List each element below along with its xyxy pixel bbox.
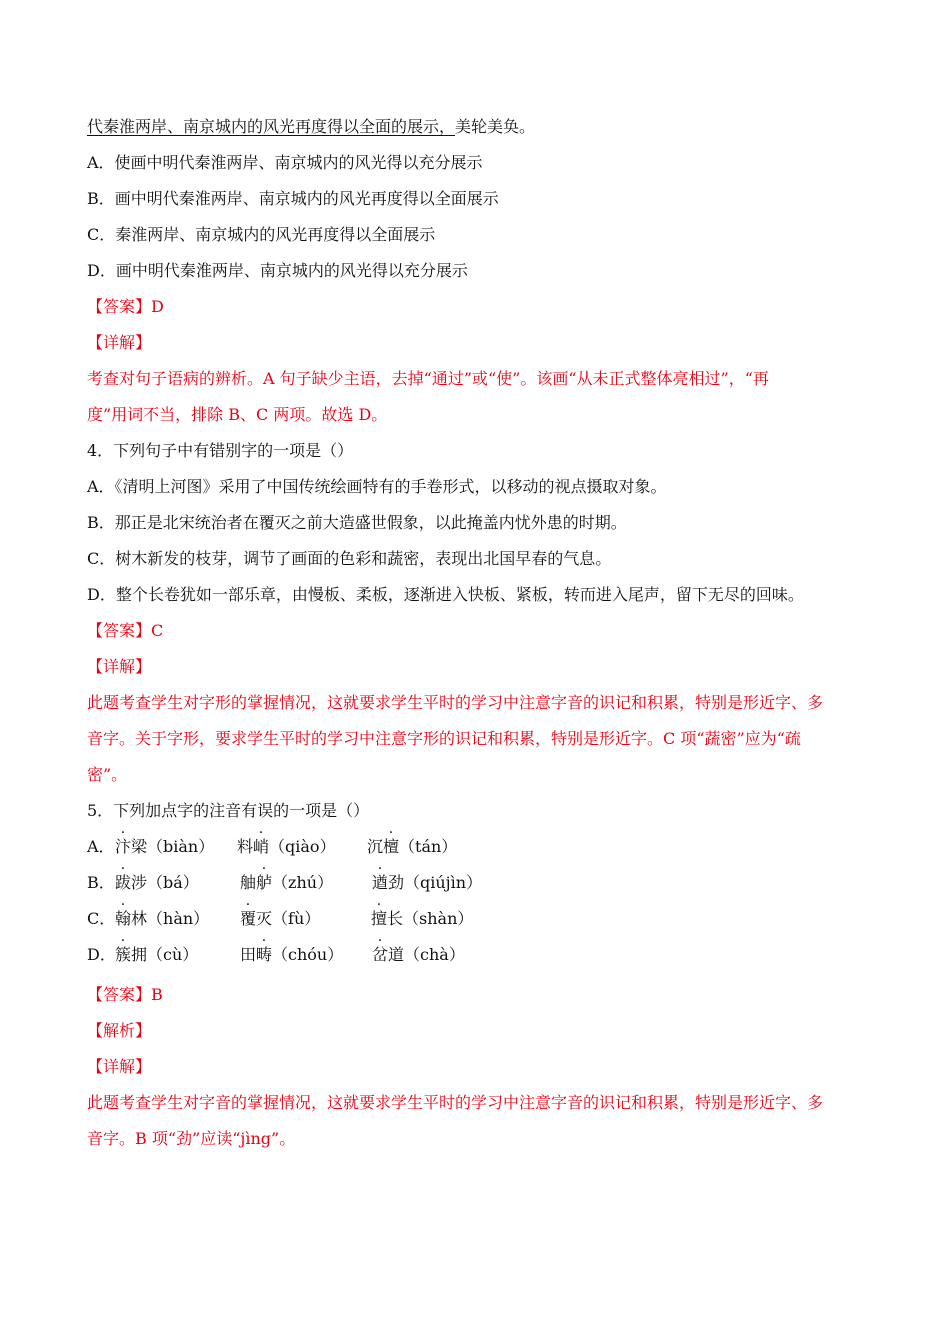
q5-option-item: 汴梁（biàn） [115,837,215,856]
q5-answer-label: 【答案】 [87,985,152,1004]
dotted-char: 簇 [115,945,132,964]
q4-question: 4．下列句子中有错别字的一项是（） [87,441,354,460]
q4-detail-label: 【详解】 [87,657,152,676]
q4-answer-value: C [151,621,164,640]
q5-question: 5．下列加点字的注音有误的一项是（） [87,801,370,820]
q5-option-d [87,944,487,968]
q5-option-item: 擅长（shàn） [371,909,474,928]
q4-option-d: D．整个长卷犹如一部乐章，由慢板、柔板，逐渐进入快板、紧板，转而进入尾声，留下无尽的回味。 [87,585,804,604]
q5-answer [87,984,163,1006]
q5-option-c [87,908,487,932]
q4-option-c: C．树木新发的枝芽，调节了画面的色彩和蔬密，表现出北国早春的气息。 [87,549,612,568]
q5-detail-label: 【详解】 [87,1057,152,1076]
dotted-char: 翰 [115,909,132,928]
q3-detail-label: 【详解】 [87,333,152,352]
q5-option-letter: C． [87,909,116,928]
q3-option-b: B．画中明代秦淮两岸、南京城内的风光再度得以全面展示 [87,189,499,208]
q5-answer-value: B [151,985,163,1004]
q3-answer-value: D [151,297,164,316]
q5-option-a [87,836,487,860]
q3-option-a: A．使画中明代秦淮两岸、南京城内的风光得以充分展示 [87,153,483,172]
dotted-char: 岔 [372,945,389,964]
q3-sentence-end: 美轮美奂。 [455,117,536,136]
dotted-char: 跋 [115,873,132,892]
q4-answer-label: 【答案】 [87,621,152,640]
dotted-char: 檀 [383,837,400,856]
dotted-char: 覆 [240,909,257,928]
dotted-char: 遒 [372,873,389,892]
q5-option-b [87,872,487,896]
q3-answer [87,296,164,318]
q3-answer-label: 【答案】 [87,297,152,316]
q3-option-d: D．画中明代秦淮两岸、南京城内的风光得以充分展示 [87,261,468,280]
dotted-char: 擅 [371,909,388,928]
q5-option-item: 沉檀（tán） [367,837,458,856]
q5-option-item: 舳舻（zhú） [240,873,334,892]
q4-detail-line-1: 此题考查学生对字形的掌握情况，这就要求学生平时的学习中注意字音的识记和积累，特别是形近字、多 [87,693,824,712]
q4-answer [87,620,163,642]
q3-option-c: C．秦淮两岸、南京城内的风光再度得以全面展示 [87,225,436,244]
q4-option-a: A．《清明上河图》采用了中国传统绘画特有的手卷形式，以移动的视点摄取对象。 [87,477,667,496]
q5-option-item: 岔道（chà） [372,945,465,964]
q4-detail-line-3: 密”。 [87,765,128,784]
q4-option-b: B．那正是北宋统治者在覆灭之前大造盛世假象，以此掩盖内忧外患的时期。 [87,513,627,532]
q3-detail-line-1: 考查对句子语病的辨析。A 句子缺少主语，去掉“通过”或“使”。该画“从未正式整体亮相过”，“再 [87,369,769,388]
q5-option-letter: B． [87,873,115,892]
q5-option-item: 覆灭（fù） [240,909,321,928]
q3-detail-line-2: 度”用词不当，排除 B、C 两项。故选 D。 [87,405,388,424]
q5-detail-line-1: 此题考查学生对字音的掌握情况，这就要求学生平时的学习中注意字音的识记和积累，特别是形近字、多 [87,1093,824,1112]
q5-detail-line-2: 音字。B 项“劲”应读“jìng”。 [87,1129,296,1148]
q5-option-item: 田畴（chóu） [240,945,344,964]
dotted-char: 峭 [253,837,270,856]
q5-option-item: 跋涉（bá） [115,873,199,892]
q5-option-item: 簇拥（cù） [115,945,199,964]
q5-option-item: 翰林（hàn） [115,909,210,928]
q3-sentence [87,116,535,138]
dotted-char: 畴 [256,945,273,964]
q4-detail-line-2: 音字。关于字形，要求学生平时的学习中注意字形的识记和积累，特别是形近字。C 项“蔬密”应为“疏 [87,729,801,748]
q5-option-letter: D． [87,945,116,964]
q5-option-item: 遒劲（qiújìn） [372,873,483,892]
q5-option-item: 料峭（qiào） [237,837,336,856]
q5-option-letter: A． [87,837,115,856]
dotted-char: 舻 [256,873,273,892]
dotted-char: 汴 [115,837,132,856]
q5-analysis-label: 【解析】 [87,1021,152,1040]
q3-sentence-underlined: 代秦淮两岸、南京城内的风光再度得以全面的展示， [87,117,456,136]
